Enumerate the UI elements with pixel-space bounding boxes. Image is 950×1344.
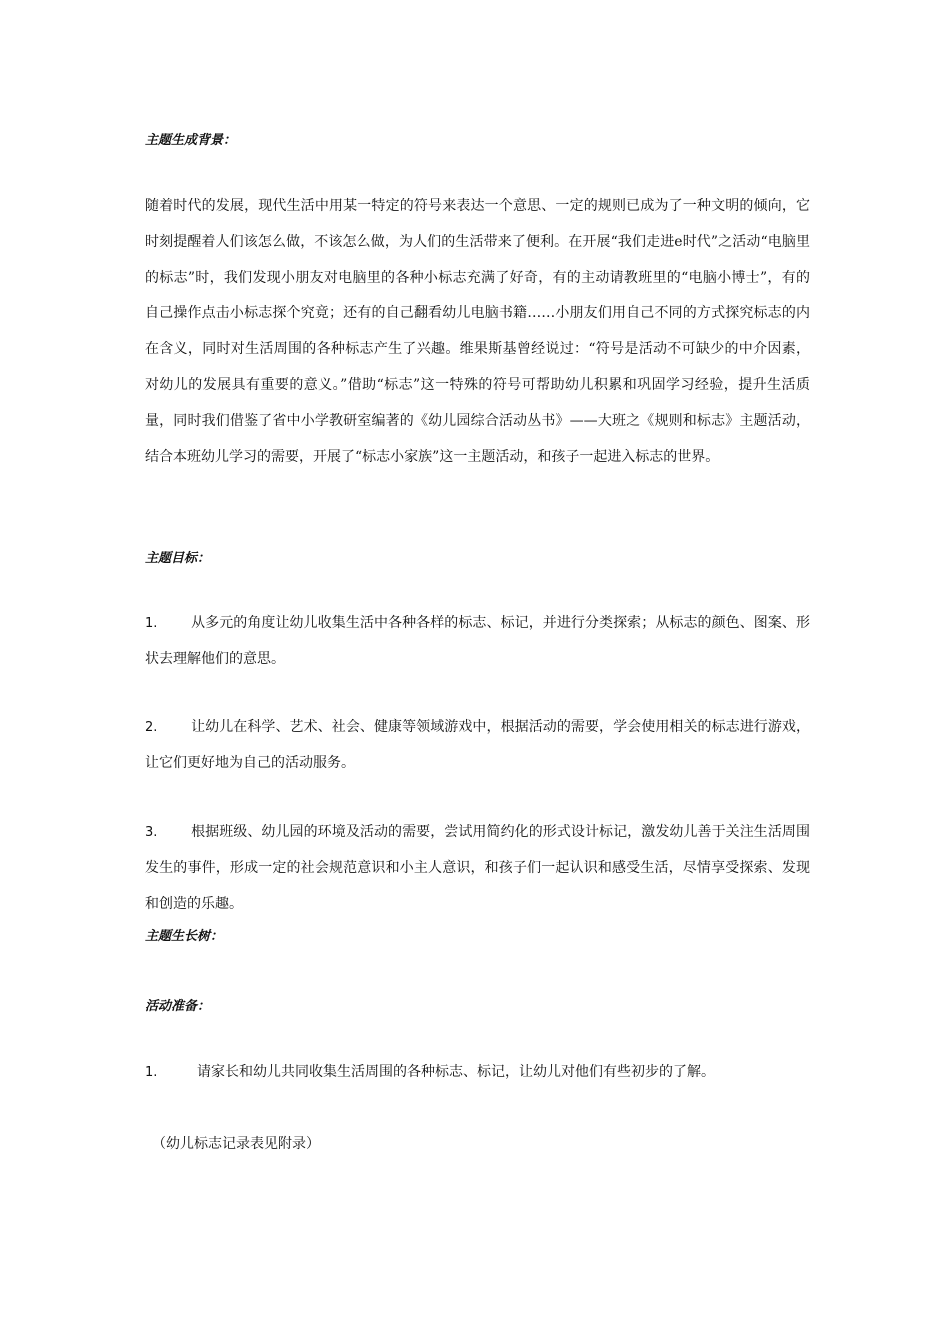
goal-item-2-text: 让幼儿在科学、艺术、社会、健康等领域游戏中，根据活动的需要，学会使用相关的标志进行游戏，让它们更好地为自己的活动服务。 [145,719,810,771]
preparation-item-1-number: 1. [145,1065,158,1080]
goal-item-2 [145,710,810,782]
goal-item-1-number: 1. [145,616,158,631]
heading-background: 主题生成背景： [145,133,237,148]
goal-item-2-number: 2. [145,720,158,735]
heading-preparation: 活动准备： [145,999,211,1014]
background-paragraph: 随着时代的发展，现代生活中用某一特定的符号来表达一个意思、一定的规则已成为了一种文明的倾向，它时刻提醒着人们该怎么做，不该怎么做，为人们的生活带来了便利。在开展“我们走进e时代”之活动“电脑里的标志”时，我们发现小朋友对电脑里的各种小标志充满了好奇，有的主动请教班里的“电脑小博士”，有的自己操作点击小标志探个究竟；还有的自己翻看幼儿电脑书籍……小朋友们用自己不同的方式探究标志的内在含义，同时对生活周围的各种标志产生了兴趣。维果斯基曾经说过：“符号是活动不可缺少的中介因素，对幼儿的发展具有重要的意义。”借助“标志”这一特殊的符号可帮助幼儿积累和巩固学习经验，提升生活质量，同时我们借鉴了省中小学教研室编著的《幼儿园综合活动丛书》——大班之《规则和标志》主题活动，结合本班幼儿学习的需要，开展了“标志小家族”这一主题活动，和孩子一起进入标志的世界。 [145,198,810,465]
preparation-item-1 [145,1055,810,1091]
goal-item-1 [145,606,810,678]
appendix-note: （幼儿标志记录表见附录） [152,1136,320,1152]
goal-item-3-text: 根据班级、幼儿园的环境及活动的需要，尝试用简约化的形式设计标记，激发幼儿善于关注生活周围发生的事件，形成一定的社会规范意识和小主人意识，和孩子们一起认识和感受生活，尽情享受探索、发现和创造的乐趣。 [145,824,810,912]
heading-goals: 主题目标： [145,551,211,566]
preparation-item-1-text: 请家长和幼儿共同收集生活周围的各种标志、标记，让幼儿对他们有些初步的了解。 [197,1064,715,1080]
goal-item-3-number: 3. [145,825,158,840]
goal-item-3 [145,815,810,922]
goal-item-1-text: 从多元的角度让幼儿收集生活中各种各样的标志、标记，并进行分类探索；从标志的颜色、图案、形状去理解他们的意思。 [145,615,810,667]
heading-growth-tree: 主题生长树： [145,929,224,944]
